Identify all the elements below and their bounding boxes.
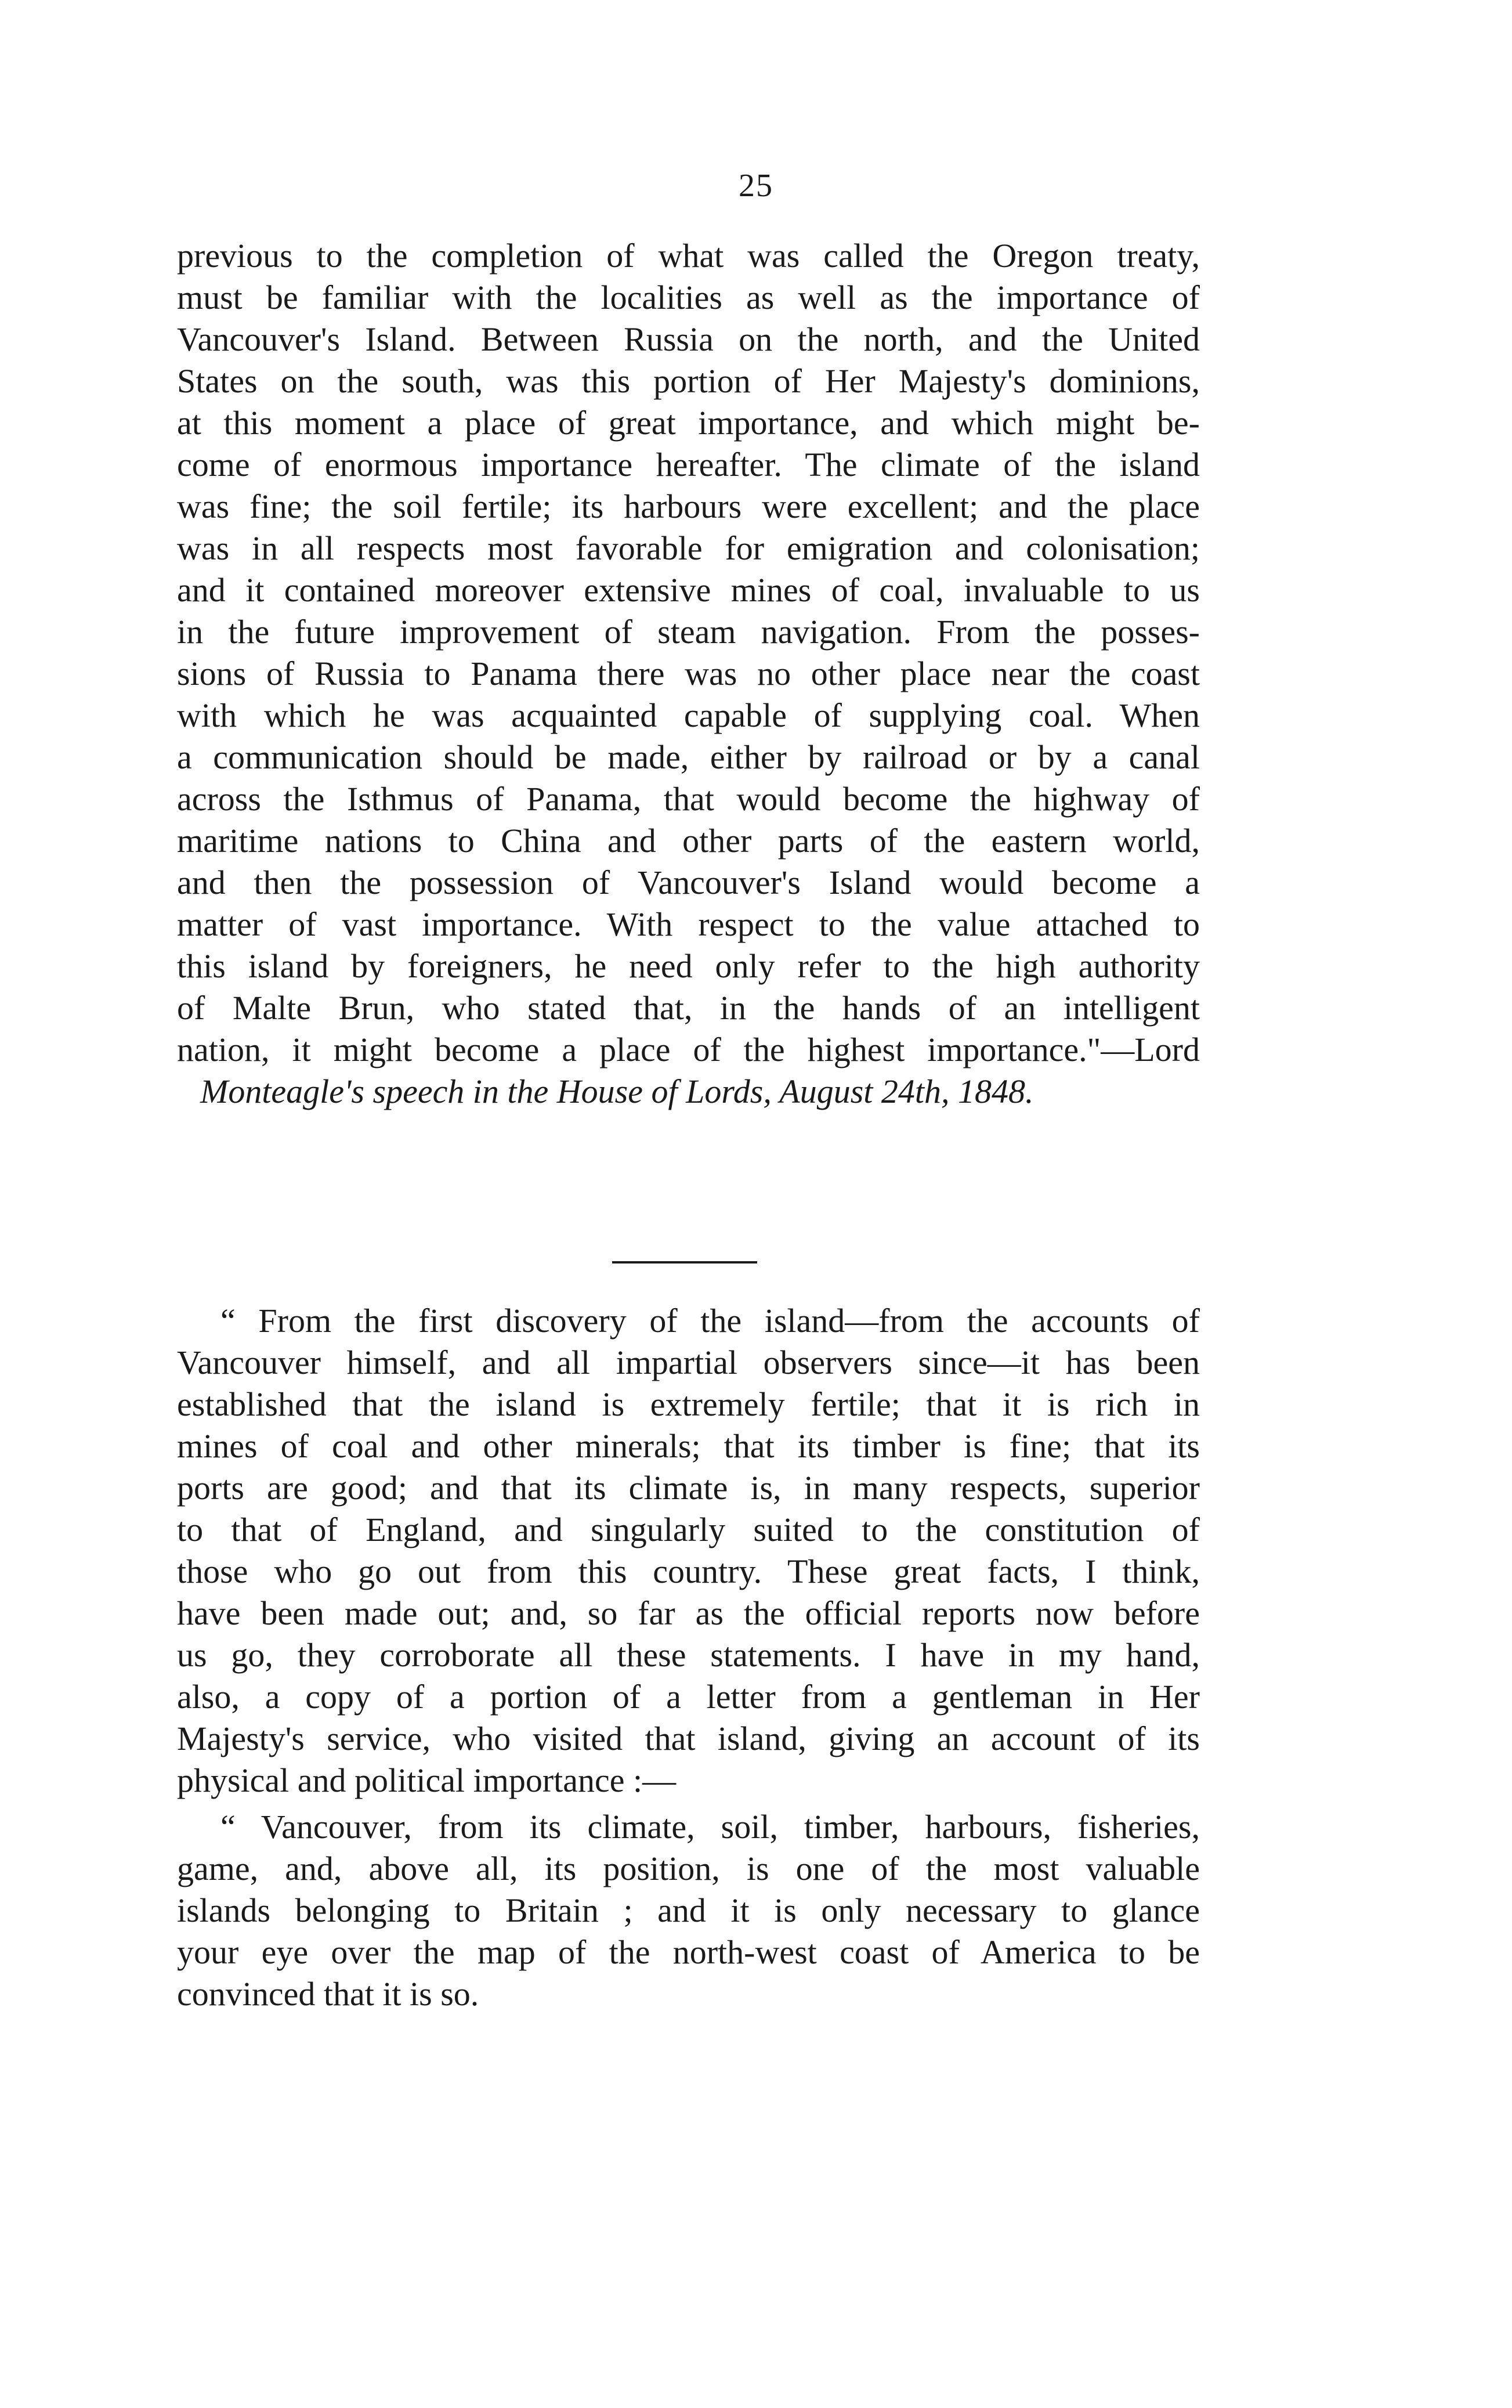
text-line: islands belonging to Britain ; and it is only necessary to glance <box>177 1891 1200 1929</box>
text-line: Majesty's service, who visited that island, giving an account of its <box>177 1720 1200 1757</box>
text-line: your eye over the map of the north-west coast of America to be <box>177 1933 1200 1971</box>
text-line: established that the island is extremely fertile; that it is rich in <box>177 1385 1200 1423</box>
text-line: us go, they corroborate all these statements. I have in my hand, <box>177 1636 1200 1674</box>
text-line: maritime nations to China and other parts of the eastern world, <box>177 822 1200 860</box>
text-line: and then the possession of Vancouver's Island would become a <box>177 864 1200 901</box>
text-line: across the Isthmus of Panama, that would become the highway of <box>177 780 1200 818</box>
text-line: come of enormous importance hereafter. The climate of the island <box>177 446 1200 483</box>
text-line: convinced that it is so. <box>177 1975 479 2013</box>
text-line: have been made out; and, so far as the official reports now before <box>177 1594 1200 1632</box>
text-line: of Malte Brun, who stated that, in the hands of an intelligent <box>177 989 1200 1027</box>
text-line: matter of vast importance. With respect to the value attached to <box>177 905 1200 943</box>
text-line: sions of Russia to Panama there was no other place near the coast <box>177 655 1200 692</box>
text-line: “ From the first discovery of the island—from the accounts of <box>220 1302 1200 1340</box>
page-number: 25 <box>739 168 773 204</box>
text-line: mines of coal and other minerals; that its timber is fine; that its <box>177 1427 1200 1465</box>
text-line: at this moment a place of great importance, and which might be- <box>177 404 1200 442</box>
text-line: nation, it might become a place of the highest importance."—Lord <box>177 1031 1200 1068</box>
text-line: Vancouver's Island. Between Russia on the north, and the United <box>177 320 1200 358</box>
text-line: this island by foreigners, he need only refer to the high authority <box>177 947 1200 985</box>
text-line: Vancouver himself, and all impartial observers since—it has been <box>177 1344 1200 1381</box>
text-line: to that of England, and singularly suited to the constitution of <box>177 1511 1200 1548</box>
text-line: previous to the completion of what was called the Oregon treaty, <box>177 237 1200 275</box>
section-divider <box>612 1261 757 1263</box>
text-line: was fine; the soil fertile; its harbours were excellent; and the place <box>177 488 1200 525</box>
text-line: was in all respects most favorable for emigration and colonisation; <box>177 529 1200 567</box>
text-line: those who go out from this country. These great facts, I think, <box>177 1553 1200 1590</box>
text-line: States on the south, was this portion of Her Majesty's dominions, <box>177 362 1200 400</box>
text-line: with which he was acquainted capable of supplying coal. When <box>177 696 1200 734</box>
text-line: in the future improvement of steam navigation. From the posses- <box>177 613 1200 651</box>
text-line: ports are good; and that its climate is, in many respects, superior <box>177 1469 1200 1507</box>
citation-line: Monteagle's speech in the House of Lords, August 24th, 1848. <box>200 1073 1034 1110</box>
text-line: “ Vancouver, from its climate, soil, timber, harbours, fisheries, <box>220 1808 1200 1846</box>
text-line: game, and, above all, its position, is one of the most valuable <box>177 1850 1200 1887</box>
text-line: and it contained moreover extensive mines of coal, invaluable to us <box>177 571 1200 609</box>
text-line: must be familiar with the localities as well as the importance of <box>177 279 1200 316</box>
text-line: a communication should be made, either by railroad or by a canal <box>177 738 1200 776</box>
text-line: also, a copy of a portion of a letter from a gentleman in Her <box>177 1678 1200 1716</box>
text-line: physical and political importance :— <box>177 1761 677 1799</box>
